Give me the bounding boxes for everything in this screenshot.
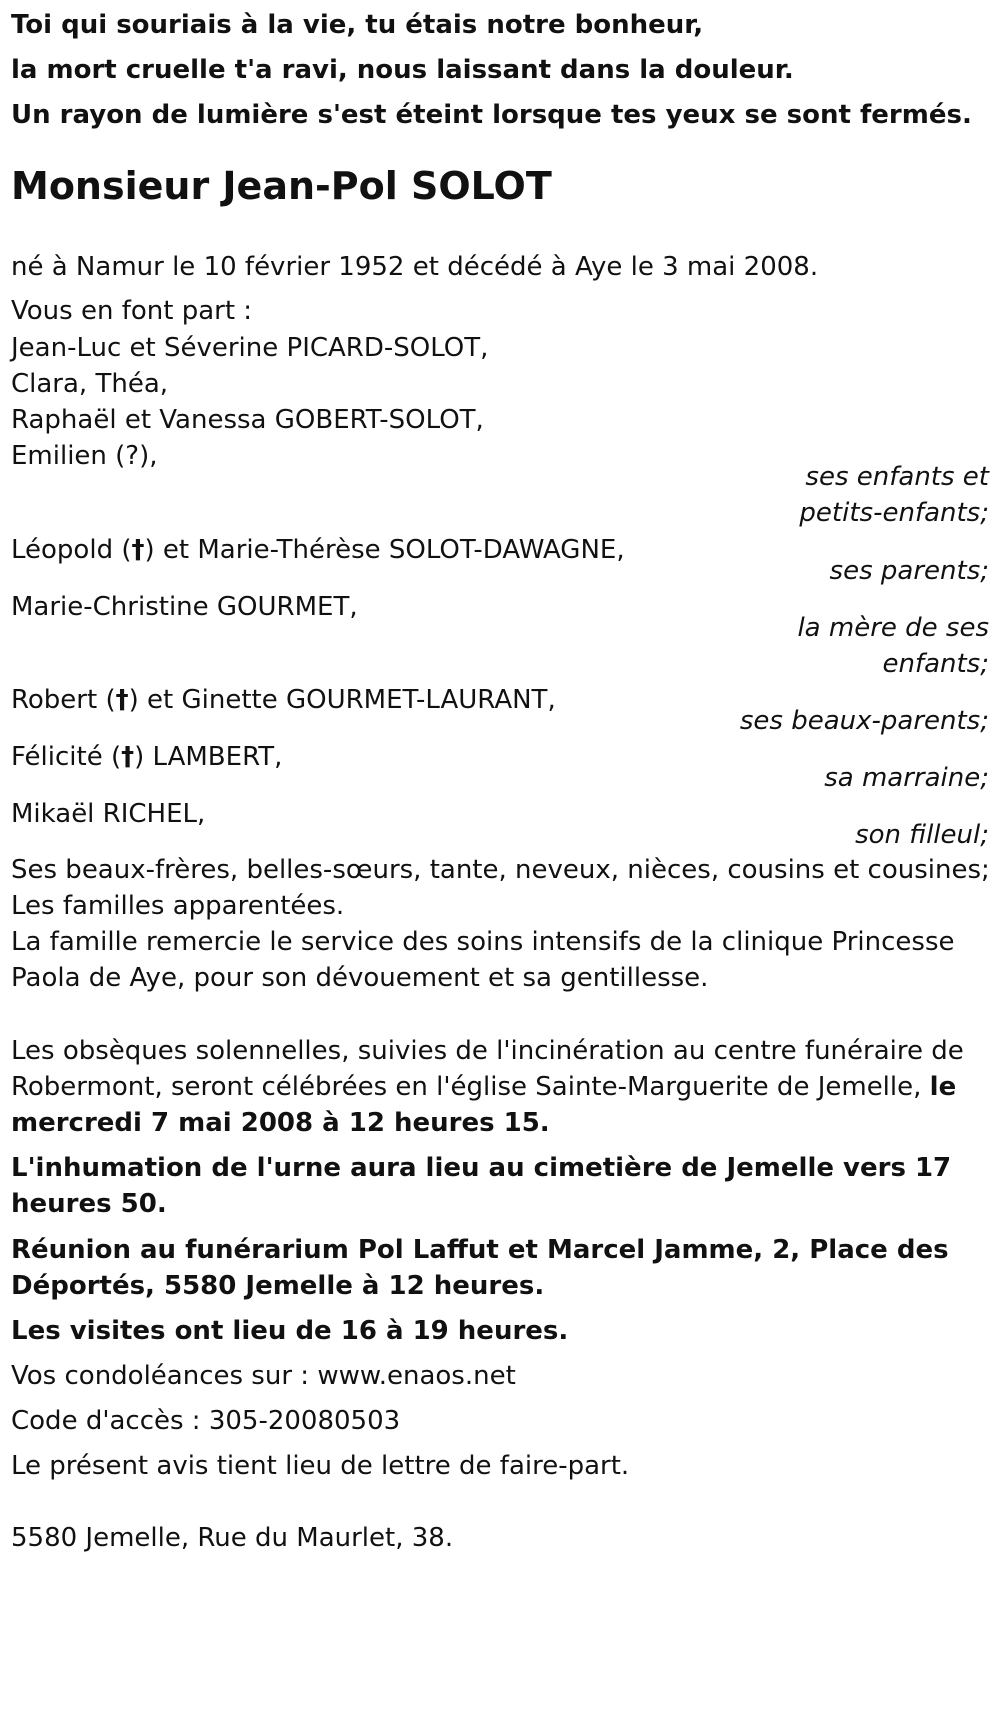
godmother-text-before: Félicité ( — [11, 742, 122, 772]
cross-icon: † — [121, 742, 135, 772]
notice-line: Le présent avis tient lieu de lettre de faire-part. — [11, 1451, 630, 1481]
child-line-4: Emilien (?), — [11, 441, 158, 471]
role-godson: son filleul; — [855, 820, 989, 850]
godmother-line — [11, 742, 282, 772]
parents-text-after: ) et Marie-Thérèse SOLOT-DAWAGNE, — [144, 535, 625, 565]
address-line: 5580 Jemelle, Rue du Maurlet, 38. — [11, 1523, 454, 1553]
announcement-intro: Vous en font part : — [11, 296, 253, 326]
meeting-line-1: Réunion au funérarium Pol Laffut et Marcel Jamme, 2, Place des — [11, 1235, 949, 1265]
thanks-line-2: Paola de Aye, pour son dévouement et sa gentillesse. — [11, 963, 709, 993]
funeral-line-1: Les obsèques solennelles, suivies de l'incinération au centre funéraire de — [11, 1036, 964, 1066]
role-parents: ses parents; — [829, 556, 989, 586]
families-line: Les familles apparentées. — [11, 891, 345, 921]
relatives-line: Ses beaux-frères, belles-sœurs, tante, neveux, nièces, cousins et cousines; — [11, 855, 990, 885]
child-line-1: Jean-Luc et Séverine PICARD-SOLOT, — [11, 333, 489, 363]
burial-line-2: heures 50. — [11, 1189, 167, 1219]
access-code-line: Code d'accès : 305-20080503 — [11, 1406, 401, 1436]
poem-line-1: Toi qui souriais à la vie, tu étais notre bonheur, — [11, 10, 704, 40]
deceased-name: Monsieur Jean-Pol SOLOT — [11, 164, 552, 208]
role-mother-2: enfants; — [882, 649, 989, 679]
inlaws-line — [11, 685, 556, 715]
mother-line: Marie-Christine GOURMET, — [11, 592, 358, 622]
birth-death-line: né à Namur le 10 février 1952 et décédé à Aye le 3 mai 2008. — [11, 252, 819, 282]
poem-line-2: la mort cruelle t'a ravi, nous laissant dans la douleur. — [11, 55, 794, 85]
funeral-line-2-bold: le — [929, 1072, 957, 1102]
role-godmother: sa marraine; — [824, 763, 989, 793]
poem-line-3: Un rayon de lumière s'est éteint lorsque tes yeux se sont fermés. — [11, 100, 972, 130]
child-line-3: Raphaël et Vanessa GOBERT-SOLOT, — [11, 405, 484, 435]
inlaws-text-after: ) et Ginette GOURMET-LAURANT, — [128, 685, 556, 715]
role-inlaws: ses beaux-parents; — [739, 706, 989, 736]
meeting-line-2: Déportés, 5580 Jemelle à 12 heures. — [11, 1271, 545, 1301]
burial-line-1: L'inhumation de l'urne aura lieu au cimetière de Jemelle vers 17 — [11, 1153, 952, 1183]
visits-line: Les visites ont lieu de 16 à 19 heures. — [11, 1316, 569, 1346]
thanks-line-1: La famille remercie le service des soins intensifs de la clinique Princesse — [11, 927, 955, 957]
child-line-2: Clara, Théa, — [11, 369, 169, 399]
funeral-date: mercredi 7 mai 2008 à 12 heures 15. — [11, 1108, 550, 1138]
funeral-line-2-text: Robermont, seront célébrées en l'église Sainte-Marguerite de Jemelle, — [11, 1072, 930, 1102]
funeral-line-2 — [11, 1072, 956, 1102]
role-children-2: petits-enfants; — [799, 498, 989, 528]
godson-line: Mikaël RICHEL, — [11, 799, 206, 829]
cross-icon: † — [131, 535, 145, 565]
role-children-1: ses enfants et — [805, 462, 989, 492]
cross-icon: † — [115, 685, 129, 715]
parents-line — [11, 535, 625, 565]
parents-text-before: Léopold ( — [11, 535, 132, 565]
inlaws-text-before: Robert ( — [11, 685, 116, 715]
role-mother-1: la mère de ses — [797, 613, 989, 643]
condolences-line: Vos condoléances sur : www.enaos.net — [11, 1361, 516, 1391]
godmother-text-after: ) LAMBERT, — [134, 742, 283, 772]
